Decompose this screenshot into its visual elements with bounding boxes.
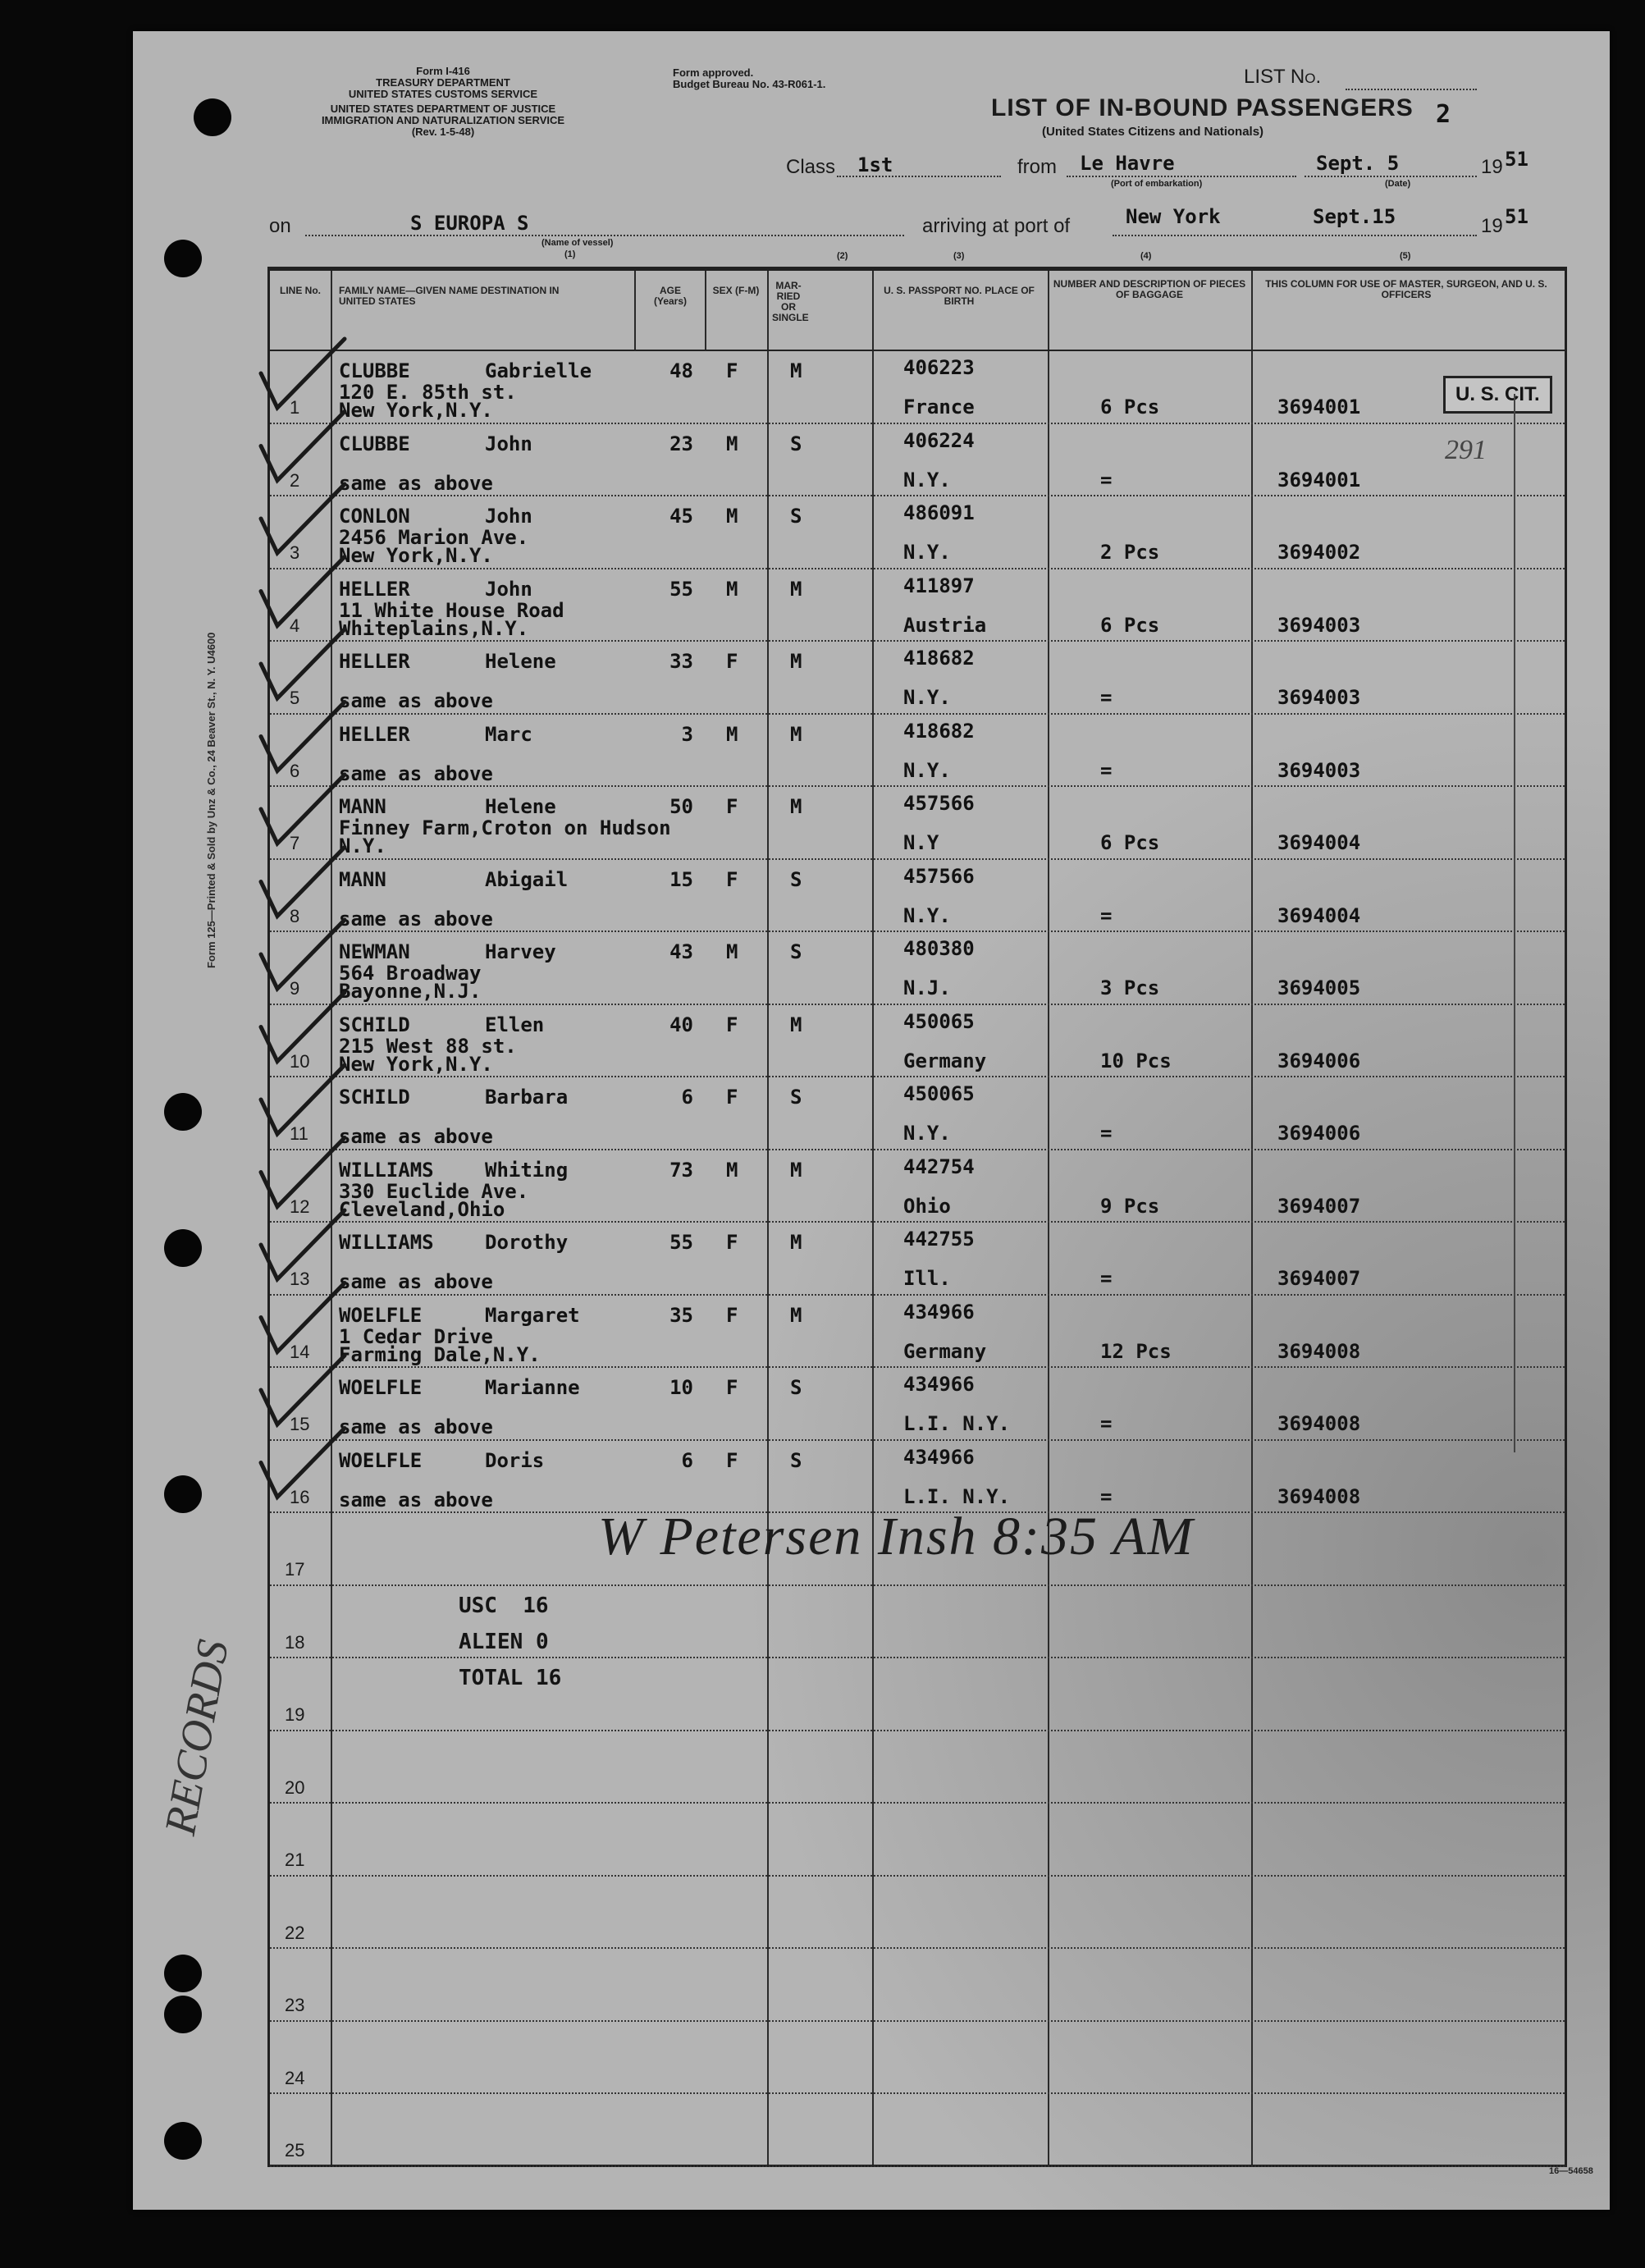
officer-number: 3694008 xyxy=(1277,1339,1361,1363)
age: 6 xyxy=(681,1448,693,1472)
line-number: 20 xyxy=(285,1776,305,1798)
departure-date: Sept. 5 xyxy=(1316,152,1400,175)
marital-status: M xyxy=(790,650,802,673)
row-divider xyxy=(270,1947,1565,1949)
address-line-1: 330 Euclide Ave. xyxy=(339,1179,529,1203)
place-of-birth: L.I. N.Y. xyxy=(903,1412,1011,1435)
address-line-2: same as above xyxy=(339,1415,493,1438)
col-divider xyxy=(767,271,769,2165)
from-label: from xyxy=(1017,156,1057,178)
address-line-2: New York,N.Y. xyxy=(339,399,493,422)
address-line-1: Finney Farm,Croton on Hudson xyxy=(339,816,671,839)
address-line-2: Cleveland,Ohio xyxy=(339,1197,505,1221)
header-baggage: NUMBER AND DESCRIPTION OF PIECES OF BAGGAGE xyxy=(1053,278,1246,300)
sex: F xyxy=(726,1448,738,1472)
line-number: 9 xyxy=(290,978,300,999)
ins-service: IMMIGRATION AND NATURALIZATION SERVICE xyxy=(321,114,565,126)
place-of-birth: N.Y. xyxy=(903,541,951,564)
passport-number: 434966 xyxy=(903,1445,975,1469)
baggage: 6 Pcs xyxy=(1100,831,1160,854)
justice-dept: UNITED STATES DEPARTMENT OF JUSTICE xyxy=(330,103,556,115)
marital-status: M xyxy=(790,795,802,818)
baggage: 6 Pcs xyxy=(1100,613,1160,637)
sex: M xyxy=(726,432,738,455)
given-name: Marianne xyxy=(485,1376,580,1399)
family-name: NEWMAN xyxy=(339,940,410,963)
line-number: 1 xyxy=(290,397,300,418)
baggage: 2 Pcs xyxy=(1100,541,1160,564)
sex: M xyxy=(726,940,738,963)
from-line xyxy=(1067,176,1296,177)
officer-number: 3694008 xyxy=(1277,1484,1361,1508)
passport-number: 434966 xyxy=(903,1300,975,1324)
officer-number: 3694006 xyxy=(1277,1122,1361,1145)
passport-number: 442755 xyxy=(903,1228,975,1251)
inspector-signature: W Petersen Insh 8:35 AM xyxy=(598,1507,1195,1566)
col-num-4: (4) xyxy=(1140,251,1152,261)
row-divider xyxy=(270,2020,1565,2022)
marital-status: S xyxy=(790,940,802,963)
class-value: 1st xyxy=(857,153,893,176)
age: 50 xyxy=(669,795,693,818)
marital-status: M xyxy=(790,1303,802,1327)
family-name: CLUBBE xyxy=(339,432,410,455)
family-name: CONLON xyxy=(339,505,410,528)
officer-number: 3694002 xyxy=(1277,541,1361,564)
family-name: MANN xyxy=(339,867,386,891)
line-number: 13 xyxy=(290,1269,310,1289)
row-divider xyxy=(270,640,1565,642)
summary-alien xyxy=(459,1624,561,1660)
baggage: = xyxy=(1100,1267,1113,1290)
bottom-form-code: 16—54658 xyxy=(1549,2166,1593,2176)
place-of-birth: N.Y. xyxy=(903,903,951,927)
baggage: = xyxy=(1100,1122,1113,1145)
sex: M xyxy=(726,1158,738,1182)
summary-alien-label: ALIEN xyxy=(459,1630,523,1654)
officer-number: 3694001 xyxy=(1277,396,1361,418)
passport-number: 450065 xyxy=(903,1082,975,1105)
age: 40 xyxy=(669,1013,693,1036)
officer-number: 3694006 xyxy=(1277,1049,1361,1072)
family-name: MANN xyxy=(339,795,386,818)
passport-number: 411897 xyxy=(903,574,975,597)
summary-alien-value: 0 xyxy=(535,1630,549,1654)
marital-status: S xyxy=(790,1448,802,1472)
age: 23 xyxy=(669,432,693,455)
family-name: WOELFLE xyxy=(339,1376,423,1399)
binder-hole xyxy=(164,2122,202,2160)
us-citizen-stamp: U. S. CIT. xyxy=(1443,376,1552,414)
col-divider xyxy=(1048,271,1049,2165)
port-caption: (Port of embarkation) xyxy=(1111,179,1203,189)
family-name: WOELFLE xyxy=(339,1448,423,1472)
col-divider xyxy=(705,271,706,350)
given-name: Harvey xyxy=(485,940,556,963)
place-of-birth: N.Y. xyxy=(903,686,951,709)
class-label: Class xyxy=(786,156,836,178)
marital-status: S xyxy=(790,1376,802,1399)
age: 45 xyxy=(669,505,693,528)
baggage: = xyxy=(1100,468,1113,492)
passport-number: 434966 xyxy=(903,1373,975,1396)
line-number: 17 xyxy=(285,1559,305,1580)
place-of-birth: Austria xyxy=(903,613,987,637)
printer-imprint: Form 125—Printed & Sold by Unz & Co., 24 Beaver St., N. Y. U4600 xyxy=(205,632,217,968)
date-caption: (Date) xyxy=(1385,179,1411,189)
customs-service: UNITED STATES CUSTOMS SERVICE xyxy=(348,88,538,100)
sex: F xyxy=(726,795,738,818)
given-name: Gabrielle xyxy=(485,359,592,382)
given-name: Margaret xyxy=(485,1303,580,1327)
family-name: SCHILD xyxy=(339,1086,410,1109)
header-passport: U. S. PASSPORT NO. PLACE OF BIRTH xyxy=(884,285,1035,307)
family-name: HELLER xyxy=(339,577,410,601)
row-divider xyxy=(270,713,1565,715)
address-line-1: 120 E. 85th st. xyxy=(339,381,517,404)
family-name: WILLIAMS xyxy=(339,1158,434,1182)
row-divider xyxy=(270,1875,1565,1877)
age: 55 xyxy=(669,1231,693,1254)
line-number: 12 xyxy=(290,1196,310,1217)
place-of-birth: N.Y. xyxy=(903,758,951,782)
address-line-1: 11 White House Road xyxy=(339,598,564,622)
passport-number: 418682 xyxy=(903,719,975,743)
passenger-table xyxy=(267,267,1567,2167)
row-divider xyxy=(270,785,1565,787)
address-line-2: New York,N.Y. xyxy=(339,1052,493,1076)
place-of-birth: N.Y. xyxy=(903,468,951,492)
form-title: LIST OF IN-BOUND PASSENGERS xyxy=(991,94,1414,121)
sex: F xyxy=(726,867,738,891)
binder-hole xyxy=(164,1093,202,1131)
binder-hole xyxy=(164,240,202,277)
passenger-summary xyxy=(459,1588,561,1696)
line-number: 2 xyxy=(290,469,300,491)
arrival-port: New York xyxy=(1126,205,1221,228)
row-divider xyxy=(270,1076,1565,1077)
binder-hole xyxy=(164,1475,202,1513)
line-number: 25 xyxy=(285,2140,305,2161)
address-line-2: Farming Dale,N.Y. xyxy=(339,1342,541,1366)
baggage: = xyxy=(1100,1484,1113,1508)
address-line-2: same as above xyxy=(339,471,493,495)
marital-status: S xyxy=(790,1086,802,1109)
header-age: AGE (Years) xyxy=(653,285,688,307)
given-name: Helene xyxy=(485,795,556,818)
family-name: CLUBBE xyxy=(339,359,410,382)
row-divider xyxy=(270,931,1565,932)
place-of-birth: L.I. N.Y. xyxy=(903,1484,1011,1508)
col-num-5: (5) xyxy=(1400,251,1411,261)
age: 35 xyxy=(669,1303,693,1327)
passport-number: 406224 xyxy=(903,428,975,452)
marital-status: S xyxy=(790,505,802,528)
officer-number: 3694007 xyxy=(1277,1194,1361,1218)
given-name: Helene xyxy=(485,650,556,673)
line-number: 16 xyxy=(290,1486,310,1507)
line-number: 4 xyxy=(290,615,300,636)
vessel-line xyxy=(305,235,904,236)
age: 43 xyxy=(669,940,693,963)
col-divider xyxy=(634,271,636,350)
form-subtitle: (United States Citizens and Nationals) xyxy=(1042,125,1264,139)
margin-note: RECORDS xyxy=(154,1635,238,1839)
line-number: 19 xyxy=(285,1704,305,1725)
family-name: SCHILD xyxy=(339,1013,410,1036)
marital-status: M xyxy=(790,722,802,746)
list-no-label: LIST No. xyxy=(1244,66,1322,88)
date-line xyxy=(1305,176,1477,177)
sex: F xyxy=(726,1086,738,1109)
line-number: 3 xyxy=(290,542,300,563)
row-divider xyxy=(270,1366,1565,1368)
binder-hole xyxy=(164,1996,202,2033)
header-line-no: LINE No. xyxy=(280,285,321,296)
form-approved: Form approved. xyxy=(673,66,754,79)
header-rule xyxy=(270,350,1565,351)
line-number: 14 xyxy=(290,1341,310,1362)
age: 15 xyxy=(669,867,693,891)
baggage: 12 Pcs xyxy=(1100,1339,1172,1363)
passport-number: 480380 xyxy=(903,937,975,960)
row-divider xyxy=(270,1730,1565,1731)
passport-number: 442754 xyxy=(903,1155,975,1178)
row-divider xyxy=(270,1294,1565,1296)
line-number: 11 xyxy=(290,1123,308,1144)
officer-number: 3694004 xyxy=(1277,903,1361,927)
row-divider xyxy=(270,1004,1565,1005)
given-name: John xyxy=(485,432,532,455)
given-name: Marc xyxy=(485,722,532,746)
age: 6 xyxy=(681,1086,693,1109)
stamp-note: 291 xyxy=(1445,435,1487,465)
sex: M xyxy=(726,577,738,601)
address-line-2: Bayonne,N.J. xyxy=(339,980,482,1003)
header-sex: SEX (F-M) xyxy=(712,285,760,296)
age: 73 xyxy=(669,1158,693,1182)
address-line-2: Whiteplains,N.Y. xyxy=(339,616,529,640)
approval-block xyxy=(673,67,825,90)
row-divider xyxy=(270,2092,1565,2094)
address-line-1: 215 West 88 st. xyxy=(339,1034,517,1058)
form-revision: (Rev. 1-5-48) xyxy=(411,126,475,138)
marital-status: S xyxy=(790,432,802,455)
sex: F xyxy=(726,1376,738,1399)
baggage: 10 Pcs xyxy=(1100,1049,1172,1072)
vessel-name: S EUROPA S xyxy=(410,212,529,235)
address-line-1: 1 Cedar Drive xyxy=(339,1324,493,1348)
row-divider xyxy=(270,1584,1565,1586)
age: 33 xyxy=(669,650,693,673)
list-no-line xyxy=(1346,89,1477,90)
col-num-3: (3) xyxy=(953,251,965,261)
address-line-2: same as above xyxy=(339,689,493,712)
bracket-line xyxy=(1514,394,1515,1452)
from-port-value: Le Havre xyxy=(1080,152,1175,175)
given-name: Abigail xyxy=(485,867,569,891)
summary-usc xyxy=(459,1588,561,1624)
baggage: 3 Pcs xyxy=(1100,976,1160,999)
arriving-label: arriving at port of xyxy=(922,215,1071,237)
form-id: Form I-416 xyxy=(416,65,470,77)
row-divider xyxy=(270,495,1565,496)
marital-status: S xyxy=(790,867,802,891)
line-number: 8 xyxy=(290,905,300,926)
arrival-date: Sept.15 xyxy=(1313,205,1396,228)
given-name: Ellen xyxy=(485,1013,545,1036)
row-divider xyxy=(270,858,1565,860)
passport-number: 457566 xyxy=(903,792,975,815)
sex: F xyxy=(726,650,738,673)
address-line-2: same as above xyxy=(339,1125,493,1148)
given-name: John xyxy=(485,505,532,528)
given-name: John xyxy=(485,577,532,601)
family-name: HELLER xyxy=(339,722,410,746)
officer-number: 3694008 xyxy=(1277,1412,1361,1435)
line-number: 24 xyxy=(285,2067,305,2088)
row-divider xyxy=(270,1802,1565,1804)
header-married: MAR-RIED OR SINGLE xyxy=(772,280,809,323)
officer-number: 3694003 xyxy=(1277,758,1361,782)
address-line-2: same as above xyxy=(339,1488,493,1511)
marital-status: M xyxy=(790,1013,802,1036)
family-name: WOELFLE xyxy=(339,1303,423,1327)
year-prefix: 19 xyxy=(1481,156,1503,178)
address-line-1: 564 Broadway xyxy=(339,962,482,985)
line-number: 22 xyxy=(285,1922,305,1943)
binder-hole xyxy=(164,1955,202,1992)
address-line-2: same as above xyxy=(339,907,493,931)
address-line-2: N.Y. xyxy=(339,834,386,857)
sex: M xyxy=(726,505,738,528)
row-divider xyxy=(270,1439,1565,1441)
marital-status: M xyxy=(790,1158,802,1182)
officer-number: 3694003 xyxy=(1277,613,1361,637)
header-officers: THIS COLUMN FOR USE OF MASTER, SURGEON, AND U. S. OFFICERS xyxy=(1265,278,1547,300)
sex: M xyxy=(726,722,738,746)
given-name: Doris xyxy=(485,1448,545,1472)
form-agency-block xyxy=(263,66,624,138)
officer-number: 3694003 xyxy=(1277,686,1361,709)
sex: F xyxy=(726,359,738,382)
row-divider xyxy=(270,2165,1565,2167)
col-divider xyxy=(1251,271,1253,2165)
arrival-line xyxy=(1113,235,1477,236)
summary-total-value: 16 xyxy=(535,1666,562,1690)
on-label: on xyxy=(269,215,291,237)
place-of-birth: France xyxy=(903,396,975,418)
given-name: Whiting xyxy=(485,1158,569,1182)
baggage: 6 Pcs xyxy=(1100,396,1160,418)
line-number: 21 xyxy=(285,1850,305,1870)
family-name: WILLIAMS xyxy=(339,1231,434,1254)
budget-bureau: Budget Bureau No. 43-R061-1. xyxy=(673,78,826,90)
passport-number: 457566 xyxy=(903,864,975,888)
place-of-birth: Ohio xyxy=(903,1194,951,1218)
officer-number: 3694001 xyxy=(1277,468,1361,492)
baggage: = xyxy=(1100,1412,1113,1435)
passport-number: 406223 xyxy=(903,356,975,379)
age: 3 xyxy=(681,722,693,746)
officer-number: 3694005 xyxy=(1277,976,1361,999)
summary-usc-value: 16 xyxy=(523,1594,549,1618)
passport-number: 450065 xyxy=(903,1009,975,1033)
summary-total xyxy=(459,1660,561,1696)
age: 55 xyxy=(669,577,693,601)
row-divider xyxy=(270,1221,1565,1223)
place-of-birth: Germany xyxy=(903,1049,987,1072)
header-name: FAMILY NAME—GIVEN NAME DESTINATION IN UNITED STATES xyxy=(339,285,560,307)
line-number: 6 xyxy=(290,760,300,781)
row-divider xyxy=(270,423,1565,424)
address-line-2: same as above xyxy=(339,1270,493,1293)
sex: F xyxy=(726,1303,738,1327)
sex: F xyxy=(726,1231,738,1254)
place-of-birth: N.Y xyxy=(903,831,939,854)
line-number: 18 xyxy=(285,1631,305,1653)
given-name: Dorothy xyxy=(485,1231,569,1254)
address-line-2: New York,N.Y. xyxy=(339,544,493,567)
list-no-value: 2 xyxy=(1436,100,1451,129)
arrival-year: 51 xyxy=(1505,205,1528,228)
line-number: 5 xyxy=(290,688,300,708)
col-num-2: (2) xyxy=(837,251,848,261)
col-divider xyxy=(872,271,874,2165)
row-divider xyxy=(270,568,1565,569)
line-number: 15 xyxy=(290,1414,310,1434)
summary-usc-label: USC xyxy=(459,1594,497,1618)
address-line-2: same as above xyxy=(339,761,493,785)
given-name: Barbara xyxy=(485,1086,569,1109)
place-of-birth: N.Y. xyxy=(903,1122,951,1145)
age: 48 xyxy=(669,359,693,382)
departure-year: 51 xyxy=(1505,148,1528,171)
age: 10 xyxy=(669,1376,693,1399)
passport-number: 486091 xyxy=(903,501,975,524)
vessel-caption: (Name of vessel) xyxy=(541,238,614,248)
passport-number: 418682 xyxy=(903,647,975,670)
line-number: 23 xyxy=(285,1995,305,2015)
binder-hole xyxy=(194,98,231,136)
officer-number: 3694004 xyxy=(1277,831,1361,854)
row-divider xyxy=(270,1149,1565,1150)
col-divider xyxy=(331,271,332,2165)
line-number: 7 xyxy=(290,833,300,853)
baggage: = xyxy=(1100,686,1113,709)
marital-status: M xyxy=(790,1231,802,1254)
marital-status: M xyxy=(790,577,802,601)
line-number: 10 xyxy=(290,1050,310,1072)
baggage: = xyxy=(1100,758,1113,782)
sex: F xyxy=(726,1013,738,1036)
baggage: = xyxy=(1100,903,1113,927)
address-line-1: 2456 Marion Ave. xyxy=(339,526,529,549)
place-of-birth: N.J. xyxy=(903,976,951,999)
place-of-birth: Ill. xyxy=(903,1267,951,1290)
treasury-dept: TREASURY DEPARTMENT xyxy=(376,76,510,89)
baggage: 9 Pcs xyxy=(1100,1194,1160,1218)
place-of-birth: Germany xyxy=(903,1339,987,1363)
marital-status: M xyxy=(790,359,802,382)
summary-total-label: TOTAL xyxy=(459,1666,523,1690)
vessel-col-num: (1) xyxy=(564,249,576,259)
officer-number: 3694007 xyxy=(1277,1267,1361,1290)
binder-hole xyxy=(164,1229,202,1267)
family-name: HELLER xyxy=(339,650,410,673)
arrival-year-prefix: 19 xyxy=(1481,215,1503,237)
